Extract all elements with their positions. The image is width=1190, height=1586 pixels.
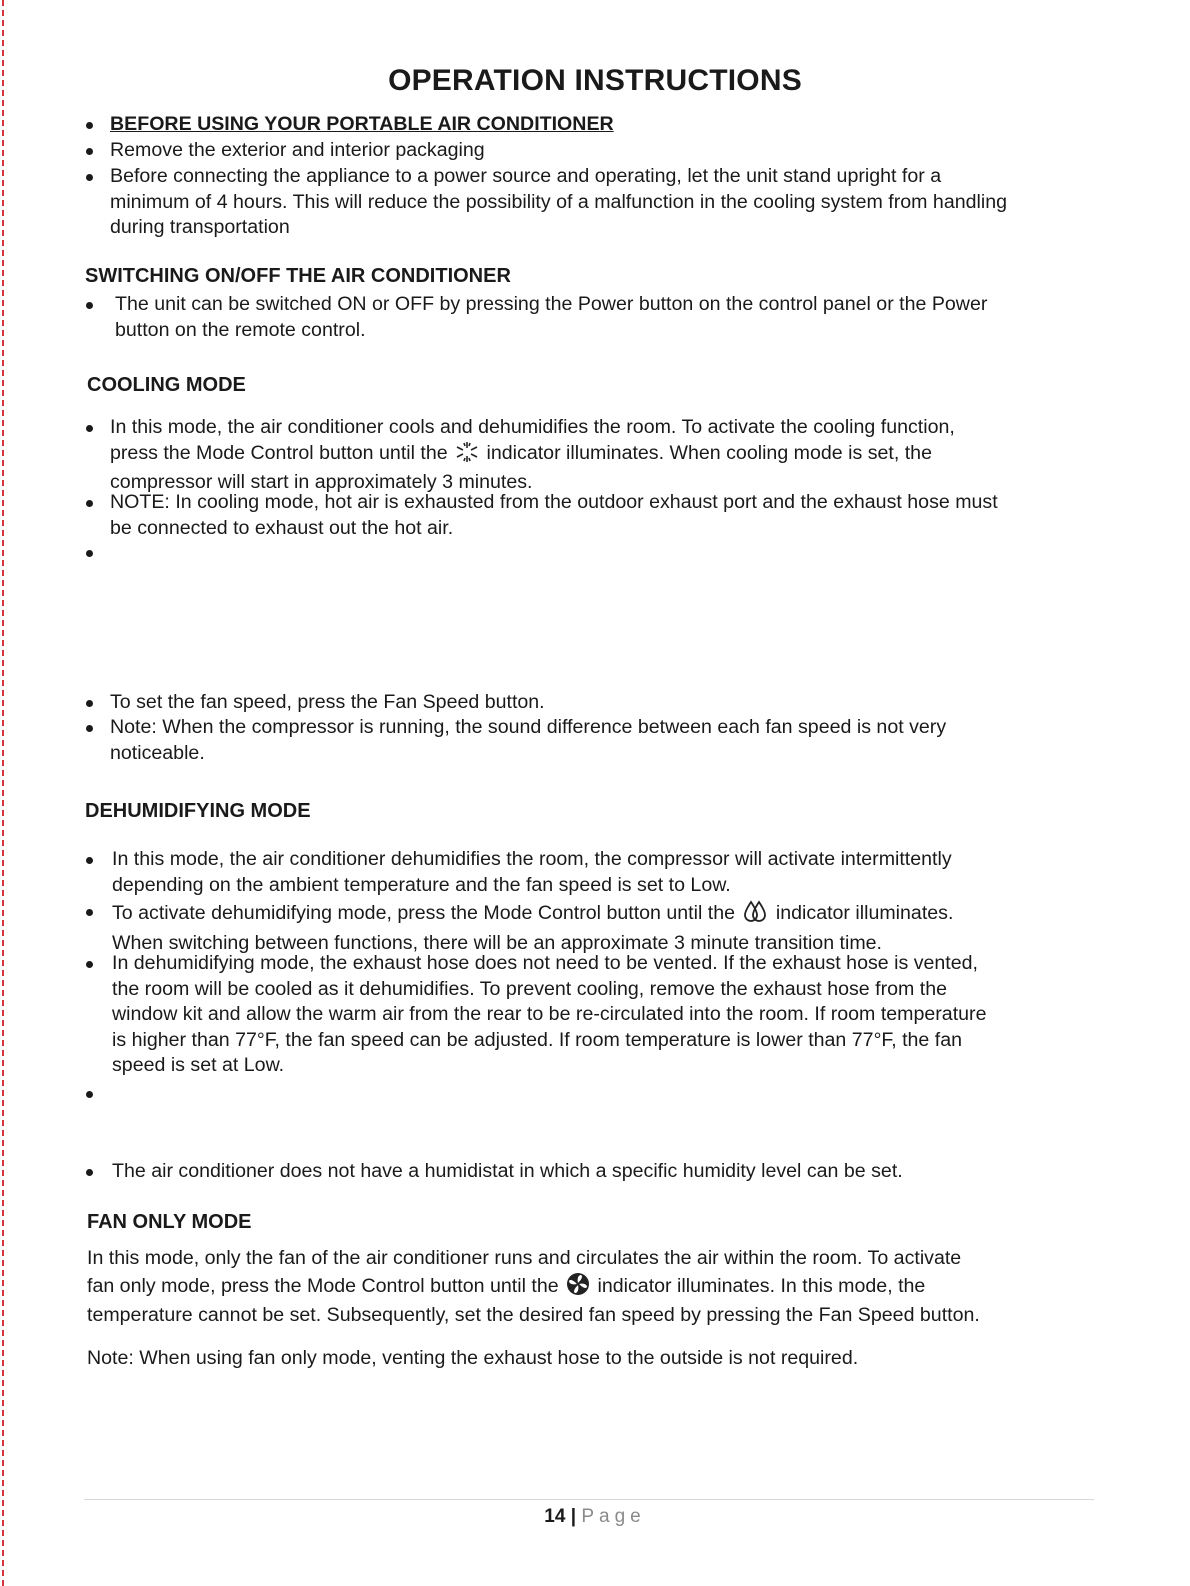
text-line: To set the fan speed, press the Fan Speed button. bbox=[110, 691, 545, 713]
text-line: compressor will start in approximately 3 minutes. bbox=[110, 471, 533, 494]
page-number: 14 bbox=[544, 1506, 566, 1527]
text-line: press the Mode Control button until the indicator illuminates. When cooling mode is set, the bbox=[110, 441, 955, 471]
list-item bbox=[112, 1159, 903, 1185]
list-item bbox=[112, 847, 952, 898]
page-footer bbox=[0, 1506, 1190, 1528]
bullet-icon bbox=[86, 857, 93, 864]
snowflake-icon bbox=[455, 441, 479, 471]
list-item bbox=[112, 1081, 117, 1107]
text-line: NOTE: In cooling mode, hot air is exhausted from the outdoor exhaust port and the exhaust hose must bbox=[110, 491, 998, 513]
text-line: Note: When the compressor is running, the sound difference between each fan speed is not very bbox=[110, 716, 947, 738]
text-line bbox=[112, 1081, 117, 1107]
bullet-icon bbox=[86, 1091, 93, 1098]
list-item bbox=[110, 490, 998, 541]
bullet-icon bbox=[86, 302, 93, 309]
bullet-icon bbox=[86, 148, 93, 155]
text-line: When switching between functions, there will be an approximate 3 minute transition time. bbox=[112, 931, 882, 954]
bullet-icon bbox=[86, 550, 93, 557]
list-item bbox=[110, 112, 614, 138]
text-line: In this mode, the air conditioner cools and dehumidifies the room. To activate the cooling function, bbox=[110, 416, 955, 438]
droplet-icon bbox=[742, 899, 768, 931]
text-line: In dehumidifying mode, the exhaust hose does not need to be vented. If the exhaust hose is vented, bbox=[112, 952, 978, 974]
bullet-icon bbox=[86, 700, 93, 707]
list-item bbox=[115, 292, 987, 343]
bullet-icon bbox=[86, 725, 93, 732]
bullet-icon bbox=[86, 500, 93, 507]
text-line: window kit and allow the warm air from the rear to be re-circulated into the room. If room temperature bbox=[112, 1003, 987, 1026]
page-label: Page bbox=[581, 1506, 646, 1527]
text-line: during transportation bbox=[110, 216, 290, 239]
text-line: temperature cannot be set. Subsequently, set the desired fan speed by pressing the Fan Speed button. bbox=[87, 1304, 980, 1327]
page-title: OPERATION INSTRUCTIONS bbox=[388, 64, 802, 97]
text-line: In this mode, only the fan of the air conditioner runs and circulates the air within the room. To activate bbox=[87, 1247, 962, 1269]
list-item bbox=[110, 415, 955, 496]
bullet-icon bbox=[86, 909, 93, 916]
text-line: The unit can be switched ON or OFF by pressing the Power button on the control panel or the Power bbox=[115, 293, 988, 315]
paragraph bbox=[87, 1246, 980, 1329]
list-item bbox=[110, 715, 946, 766]
text-line bbox=[110, 540, 115, 566]
footer-divider bbox=[84, 1499, 1094, 1500]
text-line: fan only mode, press the Mode Control button until the indicator illuminates. In this mode, the bbox=[87, 1272, 980, 1304]
text-line: the room will be cooled as it dehumidifies. To prevent cooling, remove the exhaust hose from the bbox=[112, 977, 948, 1000]
text-line: be connected to exhaust out the hot air. bbox=[110, 516, 454, 539]
text-line: is higher than 77°F, the fan speed can be adjusted. If room temperature is lower than 77°F, the fan bbox=[112, 1028, 963, 1051]
list-item bbox=[110, 690, 545, 716]
paragraph bbox=[87, 1346, 858, 1372]
text-line: Remove the exterior and interior packaging bbox=[110, 139, 485, 161]
bullet-icon bbox=[86, 425, 93, 432]
list-item bbox=[110, 138, 485, 164]
section-heading: FAN ONLY MODE bbox=[87, 1211, 252, 1233]
bullet-icon bbox=[86, 961, 93, 968]
bullet-icon bbox=[86, 174, 93, 181]
text-line: depending on the ambient temperature and the fan speed is set to Low. bbox=[112, 873, 731, 896]
text-line: minimum of 4 hours. This will reduce the possibility of a malfunction in the cooling system from handling bbox=[110, 190, 1008, 213]
page-separator: | bbox=[570, 1506, 577, 1527]
list-item bbox=[112, 899, 953, 956]
text-line: noticeable. bbox=[110, 741, 205, 764]
cut-line bbox=[2, 0, 4, 1586]
text-line: button on the remote control. bbox=[115, 318, 366, 341]
section-heading: DEHUMIDIFYING MODE bbox=[85, 800, 311, 822]
text-line: speed is set at Low. bbox=[112, 1054, 285, 1077]
section-heading: SWITCHING ON/OFF THE AIR CONDITIONER bbox=[85, 265, 511, 287]
text-line: In this mode, the air conditioner dehumidifies the room, the compressor will activate intermittently bbox=[112, 848, 952, 870]
bullet-icon bbox=[86, 122, 93, 129]
text-line: Before connecting the appliance to a power source and operating, let the unit stand upright for a bbox=[110, 165, 942, 187]
bullet-icon bbox=[86, 1169, 93, 1176]
text-line: The air conditioner does not have a humidistat in which a specific humidity level can be set. bbox=[112, 1160, 903, 1182]
list-item bbox=[112, 951, 986, 1079]
list-item bbox=[110, 164, 1007, 241]
section-heading: COOLING MODE bbox=[87, 374, 246, 396]
text-line: BEFORE USING YOUR PORTABLE AIR CONDITIONER bbox=[110, 113, 614, 135]
fan-icon bbox=[566, 1272, 590, 1304]
text-line: To activate dehumidifying mode, press the Mode Control button until the indicator illuminates. bbox=[112, 899, 953, 931]
text-line: Note: When using fan only mode, venting the exhaust hose to the outside is not required. bbox=[87, 1347, 859, 1369]
list-item bbox=[110, 540, 115, 566]
